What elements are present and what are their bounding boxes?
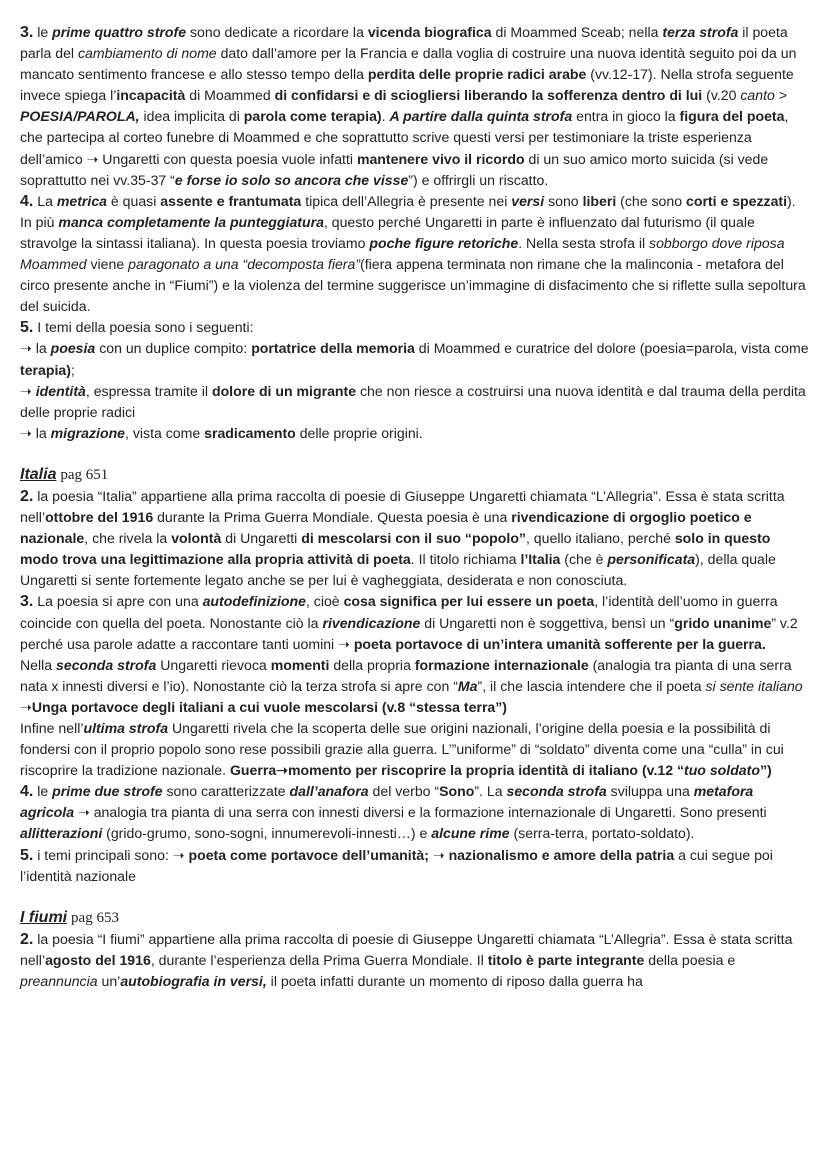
text-run: liberi bbox=[582, 192, 617, 209]
text-run: poeta come portavoce dell’umanità; bbox=[188, 846, 429, 863]
text-run: di Moammed e curatrice del dolore (poesia=parola, vista come bbox=[414, 340, 809, 357]
text-run: (v.20 bbox=[702, 87, 741, 104]
text-run: Ma bbox=[457, 677, 478, 694]
text-run: di un suo amico morto suicida (si vede soprattutto nei vv.35-37 “ bbox=[20, 150, 769, 188]
paragraph-italia-point-3 bbox=[20, 591, 810, 654]
text-run: manca completamente la punteggiatura bbox=[58, 213, 324, 230]
text-run: titolo è parte integrante bbox=[487, 951, 645, 968]
text-run: di confidarsi e di sciogliersi liberando la sofferenza dentro di lui bbox=[274, 87, 703, 104]
document-page bbox=[20, 22, 810, 992]
text-run: terapia) bbox=[20, 361, 71, 378]
text-run: di Moammed Sceab; nella bbox=[491, 24, 663, 40]
text-run: assente e frantumata bbox=[160, 192, 302, 209]
section-heading-fiumi bbox=[20, 907, 810, 929]
text-run: corti e spezzati bbox=[686, 192, 788, 209]
text-run: di Ungaretti bbox=[221, 530, 302, 547]
text-run: (che è bbox=[560, 551, 608, 568]
text-run: versi bbox=[511, 192, 545, 209]
text-run: personificata bbox=[607, 551, 696, 568]
paragraph-moammed-point-3 bbox=[20, 22, 810, 191]
text-run: Sono bbox=[439, 783, 475, 800]
text-run: figura del poeta bbox=[679, 108, 785, 125]
text-run: dolore di un migrante bbox=[211, 382, 357, 399]
point-number: 2. bbox=[20, 487, 34, 505]
text-run: ”. La bbox=[474, 783, 507, 800]
text-run: . bbox=[381, 108, 390, 125]
text-run: si sente italiano bbox=[705, 677, 803, 694]
text-run: di Ungaretti non è soggettiva, bensì un “ bbox=[420, 614, 675, 631]
paragraph-italia-seconda-strofa bbox=[20, 655, 810, 718]
text-run: ➝ bbox=[428, 846, 449, 863]
text-run: a cui segue poi l’identità nazionale bbox=[20, 846, 773, 884]
text-run: con un duplice compito: bbox=[95, 340, 252, 357]
text-run: sradicamento bbox=[204, 424, 296, 441]
text-run: solo in questo modo trova una legittimazione alla propria attività di poeta bbox=[20, 530, 771, 568]
text-run: parola come terapia) bbox=[243, 108, 382, 125]
text-run: idea implicita di bbox=[139, 108, 244, 125]
paragraph-italia-point-5 bbox=[20, 845, 810, 887]
text-run: e forse io solo so ancora che visse bbox=[174, 171, 409, 188]
text-run: delle proprie origini. bbox=[295, 424, 423, 441]
text-run: ”) e offrirgli un riscatto. bbox=[408, 171, 549, 188]
text-run: ➝ la bbox=[20, 424, 51, 441]
paragraph-fiumi-point-2 bbox=[20, 929, 810, 992]
point-number: 5. bbox=[20, 846, 34, 864]
text-run: mantenere vivo il ricordo bbox=[356, 150, 525, 167]
text-run: (che sono bbox=[616, 192, 686, 209]
text-run: metrica bbox=[56, 192, 107, 209]
text-run: la poesia “Italia” appartiene alla prima raccolta di poesie di Giuseppe Ungaretti chiamata “L’Allegria”. Essa è stata scritta nell’ bbox=[20, 487, 785, 526]
text-run: di mescolarsi con il suo “popolo” bbox=[301, 530, 526, 547]
text-run: ”, il che lascia intendere che il poeta bbox=[477, 677, 706, 694]
text-run: del verbo “ bbox=[368, 783, 440, 800]
text-run: La poesia si apre con una bbox=[33, 593, 203, 610]
section-title-fiumi: I fiumi bbox=[20, 908, 68, 926]
text-run: i temi principali sono: ➝ bbox=[33, 846, 189, 863]
text-run: migrazione bbox=[50, 424, 126, 441]
text-run: di Moammed bbox=[185, 87, 275, 104]
text-run: nazionalismo e amore della patria bbox=[448, 846, 675, 863]
text-run: (vv.12-17). Nella strofa seguente invece spiega l’ bbox=[20, 66, 794, 104]
text-run: le bbox=[33, 783, 53, 800]
text-run: sono dedicate a ricordare la bbox=[186, 24, 368, 40]
text-run: terza strofa bbox=[662, 24, 739, 40]
point-number: 2. bbox=[20, 930, 34, 948]
text-run: Ungaretti rivela che la scoperta delle sue origini nazionali, l’origine della poesia e la possibilità di fondersi con il proprio popolo sono rese possibili grazie alla guerra. L’”uniforme” di “soldato” diventa come una “culla” in cui riscoprire la tradizione nazionale. bbox=[20, 720, 784, 779]
text-run: è quasi bbox=[107, 192, 161, 209]
point-number: 5. bbox=[20, 319, 34, 337]
text-run: alcune rime bbox=[431, 825, 510, 842]
text-run: entra in gioco la bbox=[572, 108, 680, 125]
text-run: incapacità bbox=[116, 87, 186, 104]
text-run: prime quattro strofe bbox=[52, 24, 187, 40]
text-run: della poesia e bbox=[644, 951, 736, 968]
text-run: I temi della poesia sono i seguenti: bbox=[33, 319, 254, 336]
text-run: (grido-grumo, sono-sogni, innumerevoli-innesti…) e bbox=[102, 825, 432, 842]
text-run: dall’anafora bbox=[289, 783, 369, 800]
paragraph-moammed-point-5 bbox=[20, 317, 810, 338]
text-run: ➝ bbox=[20, 698, 32, 715]
text-run: formazione internazionale bbox=[414, 656, 589, 673]
theme-item-identita bbox=[20, 381, 810, 423]
text-run: rivendicazione bbox=[322, 614, 421, 631]
text-run: ➝ bbox=[20, 382, 36, 399]
text-run: (analogia tra pianta di una serra nata x innesti diversi e l’io). Nonostante ciò la terza strofa si apre con “ bbox=[20, 656, 792, 694]
text-run: autobiografia in versi, bbox=[120, 973, 267, 990]
section-title-italia: Italia bbox=[20, 465, 57, 483]
page-reference-italia: pag 651 bbox=[60, 466, 109, 483]
theme-item-migrazione bbox=[20, 423, 810, 444]
text-run: rivendicazione di orgoglio poetico e nazionale bbox=[20, 509, 752, 547]
point-number: 4. bbox=[20, 192, 34, 210]
text-run: , durante l’esperienza della Prima Guerra Mondiale. Il bbox=[150, 951, 488, 968]
text-run: poche figure retoriche bbox=[369, 234, 519, 251]
text-run: viene bbox=[86, 256, 129, 273]
text-run: la poesia “I fiumi” appartiene alla prima raccolta di poesie di Giuseppe Ungaretti chiamata “L’Allegria”. Essa è stata scritta nell’ bbox=[20, 930, 793, 968]
point-number: 3. bbox=[20, 24, 34, 41]
text-run: allitterazioni bbox=[20, 825, 103, 842]
text-run: ), della quale Ungaretti si sente fortemente legato anche se per lui è vagheggiata, desiderata e non conosciuta. bbox=[20, 551, 776, 589]
text-run: durante la Prima Guerra Mondiale. Questa poesia è una bbox=[153, 509, 512, 526]
point-number: 4. bbox=[20, 783, 34, 801]
text-run: sviluppa una bbox=[606, 783, 694, 800]
section-heading-italia bbox=[20, 464, 810, 486]
text-run: metafora agricola bbox=[20, 783, 754, 821]
text-run: (serra-terra, portato-soldato). bbox=[509, 825, 695, 842]
text-run: cosa significa per lui essere un poeta bbox=[343, 593, 595, 610]
text-run: il poeta infatti durante un momento di riposo dalla guerra ha bbox=[266, 973, 643, 990]
page-reference-fiumi: pag 653 bbox=[71, 909, 119, 926]
text-run: sono bbox=[544, 192, 583, 209]
text-run: , quello italiano, perché bbox=[525, 530, 675, 547]
text-run: grido unanime bbox=[674, 614, 772, 631]
text-run: A partire dalla quinta strofa bbox=[389, 108, 573, 125]
text-run: sobborgo dove riposa Moammed bbox=[20, 234, 785, 273]
text-run: paragonato a una “decomposta fiera” bbox=[128, 256, 361, 273]
text-run: ultima strofa bbox=[83, 720, 169, 736]
text-run: seconda strofa bbox=[56, 656, 157, 673]
text-run: Nella bbox=[20, 656, 57, 673]
text-run: , questo perché Ungaretti in parte è influenzato dal futurismo (il quale stravolge la sintassi italiana). In questa poesia troviamo bbox=[20, 213, 755, 251]
section-gap bbox=[20, 887, 810, 907]
text-run: ➝ analogia tra pianta di una serra con innesti diversi e la formazione internazionale di Ungaretti. Sono presenti bbox=[74, 804, 767, 821]
text-run: Infine nell’ bbox=[20, 720, 84, 736]
text-run: ➝ la bbox=[20, 340, 51, 357]
point-number: 3. bbox=[20, 593, 34, 611]
text-run: , che rivela la bbox=[84, 530, 172, 547]
theme-item-poesia bbox=[20, 338, 810, 380]
paragraph-italia-point-2 bbox=[20, 486, 810, 591]
text-run: . Il titolo richiama bbox=[410, 551, 521, 568]
text-run: Ungaretti rievoca bbox=[156, 656, 271, 673]
text-run: momenti bbox=[270, 656, 330, 673]
text-run: un’ bbox=[97, 973, 121, 990]
text-run: della propria bbox=[329, 656, 415, 673]
text-run: agosto del 1916 bbox=[45, 951, 151, 968]
text-run: Unga portavoce degli italiani a cui vuole mescolarsi (v.8 “stessa terra”) bbox=[31, 698, 508, 715]
text-run: ottobre del 1916 bbox=[45, 509, 154, 526]
text-run: poeta portavoce di un’intera umanità sofferente per la guerra. bbox=[353, 635, 766, 652]
text-run: poesia bbox=[50, 340, 96, 357]
text-run: ”) bbox=[759, 762, 772, 779]
text-run: , espressa tramite il bbox=[85, 382, 212, 399]
text-run: , l’identità dell’uomo in guerra coincide con quella del poeta. Nonostante ciò la bbox=[20, 593, 778, 631]
text-run: le bbox=[33, 24, 53, 40]
text-run: (fiera appena terminata non rimane che la malinconia - metafora del circo presente anche in “Fiumi”) e la violenza del termine suggerisce un’immagine di disfacimento che si riflette sulla sepoltura del suicida. bbox=[20, 256, 806, 315]
text-run: cambiamento di nome bbox=[77, 45, 217, 62]
section-gap bbox=[20, 444, 810, 464]
text-run: perdita delle proprie radici arabe bbox=[367, 66, 587, 83]
text-run: La bbox=[33, 192, 57, 209]
text-run: ; bbox=[70, 361, 75, 378]
text-run: vicenda biografica bbox=[367, 24, 492, 40]
paragraph-moammed-point-4 bbox=[20, 191, 810, 318]
text-run: l’Italia bbox=[520, 551, 561, 568]
text-run: portatrice della memoria bbox=[251, 340, 415, 357]
text-run: ” v.2 perché usa parole adatte a raccontare tanti uomini ➝ bbox=[20, 614, 798, 652]
paragraph-italia-point-4 bbox=[20, 781, 810, 844]
text-run: tipica dell’Allegria è presente nei bbox=[301, 192, 512, 209]
text-run: autodefinizione bbox=[202, 593, 306, 610]
text-run: > bbox=[774, 87, 787, 104]
text-run: sono caratterizzate bbox=[162, 783, 290, 800]
paragraph-italia-ultima-strofa bbox=[20, 718, 810, 781]
text-run: dato dall’amore per la Francia e dalla voglia di costruire una nuova identità seguito poi da un mancato sentimento francese e allo stesso tempo della bbox=[20, 45, 797, 83]
text-run: POESIA/PAROLA, bbox=[20, 108, 140, 125]
text-run: , che partecipa al corteo funebre di Moammed e che soprattutto scrive questi versi per testimoniare la triste esperienza dell’amico ➝ Ungaretti con questa poesia vuole infatti bbox=[20, 108, 789, 167]
text-run: Guerra➝momento per riscoprire la propria identità di italiano (v.12 “ bbox=[229, 762, 684, 779]
text-run: volontà bbox=[171, 530, 222, 547]
text-run: identità bbox=[35, 382, 86, 399]
text-run: canto bbox=[740, 87, 775, 104]
text-run: tuo soldato bbox=[684, 762, 760, 779]
text-run: che non riesce a costruirsi una nuova identità e dal trauma della perdita delle proprie radici bbox=[20, 382, 806, 420]
text-run: il poeta parla del bbox=[20, 24, 788, 62]
text-run: . Nella sesta strofa il bbox=[518, 234, 650, 251]
text-run: seconda strofa bbox=[506, 783, 607, 800]
text-run: , vista come bbox=[125, 424, 205, 441]
text-run: ). In più bbox=[20, 192, 796, 230]
text-run: prime due strofe bbox=[52, 783, 163, 800]
text-run: preannuncia bbox=[20, 973, 98, 990]
text-run: , cioè bbox=[305, 593, 344, 610]
